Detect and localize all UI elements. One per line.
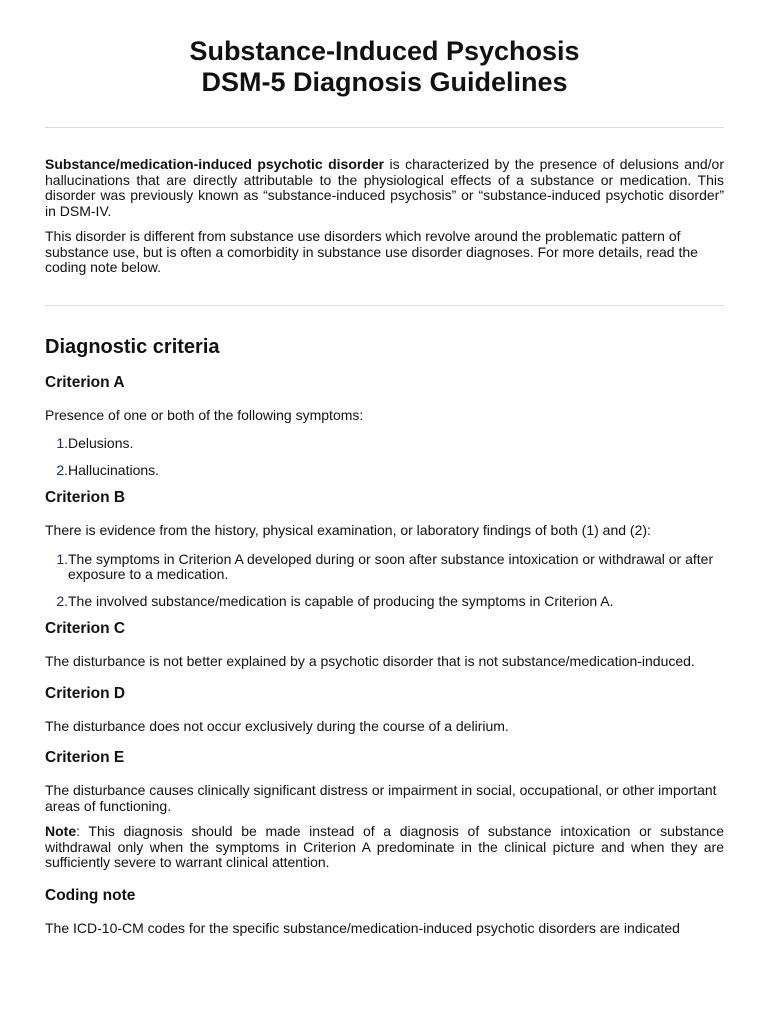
- criterion-d-body: The disturbance does not occur exclusively during the course of a delirium.: [45, 717, 509, 734]
- criterion-e-title: Criterion E: [45, 749, 125, 766]
- document-title: [45, 36, 724, 98]
- list-item: [45, 594, 724, 610]
- intro-term: Substance/medication-induced psychotic disorder: [45, 156, 385, 172]
- list-item-text: Hallucinations.: [68, 461, 160, 478]
- list-item: [45, 463, 724, 479]
- list-item-number: 2.: [56, 592, 68, 609]
- criterion-e-note: [45, 824, 724, 871]
- diagnostic-criteria-heading: Diagnostic criteria: [45, 335, 220, 358]
- list-item-number: 1.: [56, 435, 68, 451]
- intro-paragraph-1: [45, 157, 724, 219]
- criterion-e-body: The disturbance causes clinically significant distress or impairment in social, occupational, or other important areas of functioning.: [45, 782, 717, 814]
- list-item: [45, 552, 724, 583]
- list-item-text: The involved substance/medication is capable of producing the symptoms in Criterion A.: [68, 592, 614, 609]
- criterion-b-list: [45, 552, 724, 610]
- note-text: : This diagnosis should be made instead of a diagnosis of substance intoxication or substance withdrawal only when the symptoms in Criterion A predominate in the clinical picture and when they are sufficiently severe to warrant clinical attention.: [45, 823, 724, 870]
- intro-section: [45, 157, 724, 276]
- list-item-text: The symptoms in Criterion A developed during or soon after substance intoxication or withdrawal or after exposure to a medication.: [68, 550, 714, 582]
- list-item-text: Delusions.: [68, 435, 134, 451]
- criterion-d-title: Criterion D: [45, 684, 126, 702]
- criterion-a-title: Criterion A: [45, 373, 125, 391]
- coding-note-title: Coding note: [45, 886, 136, 904]
- document-page: [45, 0, 724, 936]
- intro-definition: is characterized by the presence of delusions and/or hallucinations that are directly attributable to the physiological effects of a substance or medication. This disorder was previously known as “substance-induced psychosis” or “substance-induced psychotic disorder” in DSM-IV.: [45, 156, 724, 219]
- divider: [45, 127, 724, 128]
- criterion-c-body: The disturbance is not better explained by a psychotic disorder that is not substance/medication-induced.: [45, 653, 695, 669]
- criterion-c-title: Criterion C: [45, 620, 126, 637]
- criterion-b-body: There is evidence from the history, physical examination, or laboratory findings of both (1) and (2):: [45, 522, 651, 538]
- list-item-number: 2.: [56, 461, 68, 478]
- list-item-number: 1.: [56, 550, 68, 567]
- criterion-a-body: Presence of one or both of the following symptoms:: [45, 406, 364, 423]
- title-line-1: Substance-Induced Psychosis: [189, 36, 580, 66]
- title-line-2: DSM-5 Diagnosis Guidelines: [201, 67, 568, 97]
- coding-note-body: The ICD-10-CM codes for the specific substance/medication-induced psychotic disorders are indicated: [45, 919, 680, 936]
- criterion-a-list: [45, 436, 724, 478]
- note-label: Note: [45, 823, 77, 839]
- divider: [45, 305, 724, 306]
- criterion-b-title: Criterion B: [45, 489, 126, 506]
- intro-paragraph-2: This disorder is different from substance use disorders which revolve around the problematic pattern of substance use, but is often a comorbidity in substance use disorder diagnoses. For more details, read the coding note below.: [45, 228, 698, 275]
- list-item: [45, 436, 724, 452]
